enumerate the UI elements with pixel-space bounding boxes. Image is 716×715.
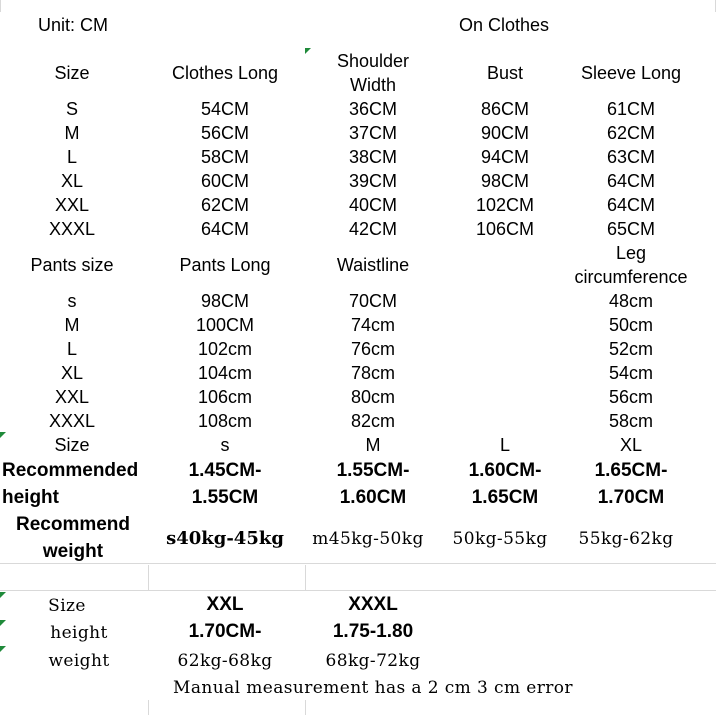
table-cell: 65CM <box>606 219 656 239</box>
table-cell: 62CM <box>200 195 250 215</box>
recommended-height-value: 1.45CM-1.55CM <box>188 460 262 508</box>
table-cell: 94CM <box>480 147 530 167</box>
table-cell: 102cm <box>197 339 253 359</box>
table-cell: XXXL <box>48 411 96 431</box>
table-cell: M <box>64 315 80 335</box>
table-cell: 58CM <box>200 147 250 167</box>
table-cell: 64CM <box>200 219 250 239</box>
table-cell: 76cm <box>350 339 396 359</box>
table-cell: 61CM <box>606 99 656 119</box>
extra-height-value: 1.70CM- <box>188 621 262 642</box>
table-cell: 98CM <box>200 291 250 311</box>
comment-marker <box>0 646 6 652</box>
table-cell: 80cm <box>350 387 396 407</box>
comment-marker <box>305 48 311 54</box>
header-leg-circumference: Leg circumference <box>574 243 688 287</box>
recommended-height-value: 1.60CM-1.65CM <box>468 460 542 508</box>
table-cell: 102CM <box>475 195 535 215</box>
gridline <box>305 700 306 715</box>
table-cell: 58cm <box>608 411 654 431</box>
table-cell: 104cm <box>197 363 253 383</box>
extra-weight-value: 68kg-72kg <box>325 651 421 671</box>
table-cell: XL <box>619 435 643 455</box>
table-cell: XXL <box>54 387 90 407</box>
table-cell: 90CM <box>480 123 530 143</box>
recommended-weight-label: Recommend weight <box>15 514 131 562</box>
recommended-weight-value: 55kg-62kg <box>578 529 674 549</box>
table-cell: s <box>220 435 230 455</box>
header-pants-long: Pants Long <box>179 255 271 275</box>
table-cell: 39CM <box>348 171 398 191</box>
header-size: Size <box>54 63 90 83</box>
recommended-weight-value: 50kg-55kg <box>452 529 548 549</box>
table-cell: 52cm <box>608 339 654 359</box>
recommended-height-value: 1.55CM-1.60CM <box>336 460 410 508</box>
table-cell: 63CM <box>606 147 656 167</box>
table-cell: XXXL <box>48 219 96 239</box>
table-cell: 62CM <box>606 123 656 143</box>
gridline <box>0 0 1 12</box>
table-cell: L <box>66 147 78 167</box>
table-cell: XXL <box>54 195 90 215</box>
table-cell: 54CM <box>200 99 250 119</box>
table-cell: 106cm <box>197 387 253 407</box>
recommended-weight-value: m45kg-50kg <box>312 529 424 549</box>
table-cell: Size <box>54 435 90 455</box>
header-clothes-long: Clothes Long <box>171 63 279 83</box>
comment-marker <box>0 592 6 598</box>
extra-height-value: 1.75-1.80 <box>332 621 414 642</box>
comment-marker <box>0 432 6 438</box>
extra-size-label: Size <box>48 596 86 616</box>
extra-size-value: XXL <box>206 594 244 615</box>
table-cell: 64CM <box>606 195 656 215</box>
comment-marker <box>0 620 6 626</box>
table-cell: 36CM <box>348 99 398 119</box>
recommended-height-label: Recommended height <box>2 460 139 508</box>
gridline <box>148 700 149 715</box>
table-cell: 40CM <box>348 195 398 215</box>
table-cell: 98CM <box>480 171 530 191</box>
table-cell: 108cm <box>197 411 253 431</box>
table-cell: 70CM <box>348 291 398 311</box>
unit-label: Unit: CM <box>37 15 109 35</box>
table-cell: 56CM <box>200 123 250 143</box>
table-cell: 78cm <box>350 363 396 383</box>
header-pants-size: Pants size <box>30 255 114 275</box>
table-cell: M <box>64 123 80 143</box>
table-cell: L <box>66 339 78 359</box>
table-cell: L <box>499 435 511 455</box>
table-cell: 106CM <box>475 219 535 239</box>
measurement-note: Manual measurement has a 2 cm 3 cm error <box>173 678 573 698</box>
table-cell: 37CM <box>348 123 398 143</box>
recommended-height-value: 1.65CM-1.70CM <box>594 460 668 508</box>
table-cell: XL <box>60 363 84 383</box>
table-cell: 86CM <box>480 99 530 119</box>
extra-weight-value: 62kg-68kg <box>177 651 273 671</box>
table-cell: 100CM <box>195 315 255 335</box>
extra-size-value: XXXL <box>348 594 398 615</box>
table-cell: 60CM <box>200 171 250 191</box>
header-shoulder-width: Shoulder Width <box>336 51 410 95</box>
header-sleeve-long: Sleeve Long <box>580 63 682 83</box>
table-cell: 82cm <box>350 411 396 431</box>
table-cell: 48cm <box>608 291 654 311</box>
table-cell: 42CM <box>348 219 398 239</box>
recommended-weight-value: s40kg-45kg <box>166 528 284 549</box>
table-cell: 38CM <box>348 147 398 167</box>
table-cell: s <box>67 291 77 311</box>
table-cell: S <box>65 99 79 119</box>
table-cell: 54cm <box>608 363 654 383</box>
gridline <box>148 565 149 590</box>
table-cell: 64CM <box>606 171 656 191</box>
gridline <box>0 590 716 591</box>
table-cell: 56cm <box>608 387 654 407</box>
table-cell: 74cm <box>350 315 396 335</box>
table-cell: XL <box>60 171 84 191</box>
extra-height-label: height <box>50 623 108 643</box>
gridline <box>305 565 306 590</box>
header-waistline: Waistline <box>336 255 410 275</box>
table-cell: 50cm <box>608 315 654 335</box>
on-clothes-label: On Clothes <box>458 15 550 35</box>
table-cell: M <box>365 435 381 455</box>
extra-weight-label: weight <box>48 651 110 671</box>
header-bust: Bust <box>486 63 524 83</box>
